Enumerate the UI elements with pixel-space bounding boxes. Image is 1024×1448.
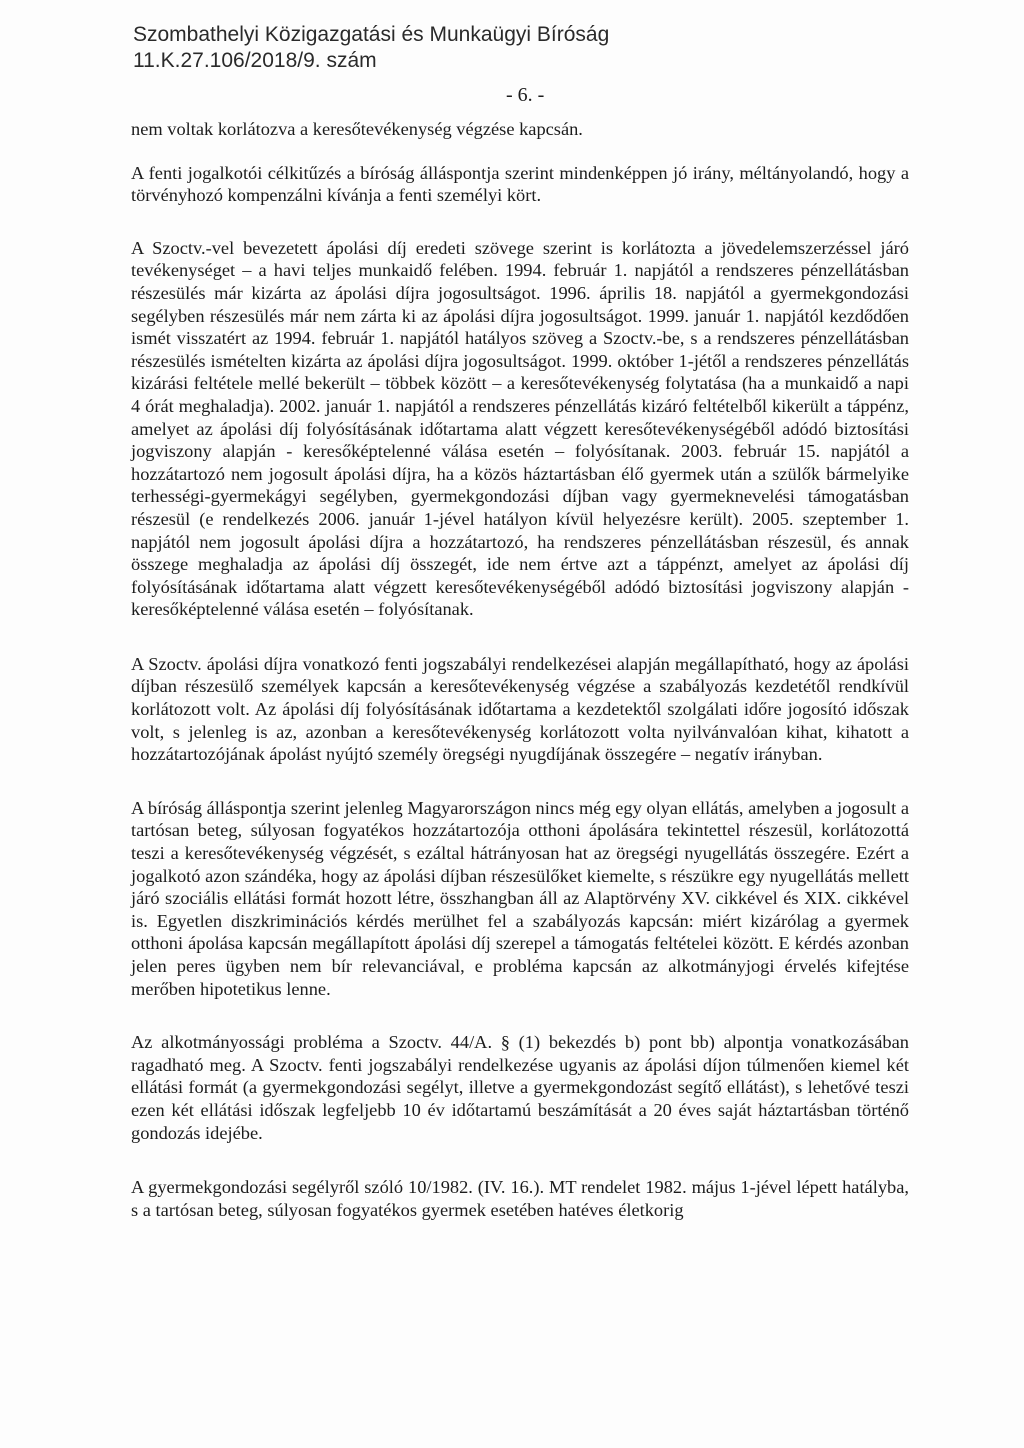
paragraph-continuation: nem voltak korlátozva a keresőtevékenység végzése kapcsán. xyxy=(131,119,583,139)
document-body xyxy=(131,118,909,1221)
paragraph-conclusion: A Szoctv. ápolási díjra vonatkozó fenti jogszabályi rendelkezései alapján megállapítható, hogy az ápolási díjban részesülő személyek kapcsán a keresőtevékenység végzése a szabályozás kezdetétől rendkívül korlátozott volt. Az ápolási díj folyósításának időtartama a kezdetektől szolgálati időre jogosító időszak volt, s jelenleg is az, azonban a keresőtevékenység korlátozott volta nyilvánvalóan kihat, kihatott a hozzátartozójának ápolást nyújtó személy öregségi nyugdíjának összegére – negatív irányban. xyxy=(131,653,909,765)
paragraph-constitutional-problem: Az alkotmányossági probléma a Szoctv. 44/A. § (1) bekezdés b) pont bb) alpontja vonatkozásában ragadható meg. A Szoctv. fenti jogszabályi rendelkezése ugyanis az ápolási díjon túlmenően kiemel két ellátási formát (a gyermekgondozási segélyt, illetve a gyermekgondozást segítő ellátást), s lehetővé teszi ezen két ellátási időszak legfeljebb 10 év időtartamú beszámítását a 20 éves saját háztartásban történő gondozás idejébe. xyxy=(131,1032,909,1143)
document-header xyxy=(133,22,609,74)
paragraph-childcare-decree: A gyermekgondozási segélyről szóló 10/1982. (IV. 16.). MT rendelet 1982. május 1-jével lépett hatályba, s a tartósan beteg, súlyosan fogyatékos gyermek esetében hatéves életkorig xyxy=(131,1177,909,1220)
court-name: Szombathelyi Közigazgatási és Munkaügyi Bíróság xyxy=(133,23,610,46)
paragraph-legislative-goal: A fenti jogalkotói célkitűzés a bíróság álláspontja szerint mindenképpen jó irány, méltányolandó, hogy a törvényhozó kompenzálni kívánja a fenti személyi kört. xyxy=(131,162,909,206)
page-number: - 6. - xyxy=(506,84,545,106)
paragraph-court-position: A bíróság álláspontja szerint jelenleg Magyarországon nincs még egy olyan ellátás, amelyben a jogosult a tartósan beteg, súlyosan fogyatékos hozzátartozója otthoni ápolására tekintettel részesül, korlátozottá teszi a keresőtevékenység végzését, s ezáltal hátrányosan hat az öregségi nyugellátás összegére. Ezért a jogalkotó azon szándéka, hogy az ápolási díjban részesülőket kiemelte, s részükre egy nyugellátás mellett járó szociális ellátási formát hozott létre, összhangban áll az Alaptörvény XV. cikkével és XIX. cikkével is. Egyetlen diszkriminációs kérdés merülhet fel a szabályozás kapcsán: miért kizárólag a gyermek otthoni ápolása kapcsán megállapított ápolási díj szerepel a támogatás feltételei között. E kérdés azonban jelen peres ügyben nem bír relevanciával, e probléma kapcsán az alkotmányjogi érvelés kifejtése merőben hipotetikus lenne. xyxy=(131,797,909,999)
paragraph-history: A Szoctv.-vel bevezetett ápolási díj eredeti szövege szerint is korlátozta a jövedelemszerzéssel járó tevékenységet – a havi teljes munkaidő felében. 1994. február 1. napjától a rendszeres pénzellátásban részesülés már kizárta az ápolási díjra jogosultságot. 1996. április 18. napjától a gyermekgondozási segélyben részesülés már nem zárta ki az ápolási díjra jogosultságot. 1999. január 1. napjától kezdődően ismét visszatért az 1994. február 1. napjától hatályos szöveg a Szoctv.-be, s a rendszeres pénzellátásban részesülés ismételten kizárta az ápolási díjra jogosultságot. 1999. október 1-jétől a rendszeres pénzellátás kizárási feltétele mellé bekerült – többek között – a keresőtevékenység folytatása (ha a munkaidő a napi 4 órát meghaladja). 2002. január 1. napjától a rendszeres pénzellátás kizáró feltételből kikerült a táppénz, amelyet az ápolási díj folyósításának időtartama alatt végzett keresőtevékenységéből adódó biztosítási jogviszony alapján - keresőképtelenné válása esetén – folyósítanak. 2003. február 15. napjától a hozzátartozó nem jogosult ápolási díjra, ha a közös háztartásban élő gyermek után a szülők bármelyike terhességi-gyermekágyi segélyben, gyermekgondozási díjban vagy gyermeknevelési támogatásban részesül (e rendelkezés 2006. január 1-jével hatályon kívül helyezésre került). 2005. szeptember 1. napjától nem jogosult ápolási díjra a hozzátartozó, ha rendszeres pénzellátásban részesül, és annak összege meghaladja az ápolási díj összegét, ide nem értve azt a táppénzt, amelyet az ápolási díj folyósításának időtartama alatt végzett keresőtevékenységéből adódó biztosítási jogviszony alapján - keresőképtelenné válása esetén – folyósítanak. xyxy=(131,237,909,620)
case-number: 11.K.27.106/2018/9. szám xyxy=(133,49,377,72)
